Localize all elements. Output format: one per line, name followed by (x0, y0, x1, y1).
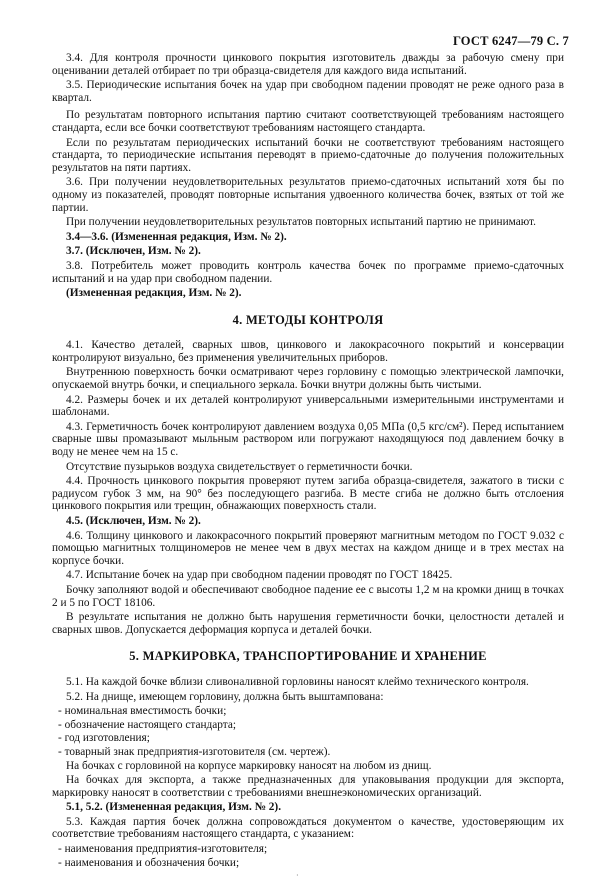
paragraph: Отсутствие пузырьков воздуха свидетельствует о герметичности бочки. (66, 460, 413, 473)
list-item: - год изготовления; (58, 732, 150, 745)
paragraph: 4.2. Размеры бочек и их деталей контролируют универсальными измерительными инструментами и шаблонами. (52, 393, 564, 419)
paragraph: На бочках для экспорта, а также предназначенных для упаковывания продукции для экспорта, маркировку наносят в соответствии с требованиями внешнеэкономических организаций. (52, 774, 564, 799)
amendment-note: 5.1, 5.2. (Измененная редакция, Изм. № 2). (66, 801, 282, 814)
paragraph: 4.7. Испытание бочек на удар при свободном падении проводят по ГОСТ 18425. (66, 569, 453, 582)
paragraph: 4.3. Герметичность бочек контролируют давлением воздуха 0,05 МПа (0,5 кгс/см²). Перед испытанием сварные швы промазывают мыльным раствором или погружают находящуюся под давлением бочку в воду не менее чем на 15 с. (52, 420, 564, 459)
list-item: - товарный знак предприятия-изготовителя (см. чертеж). (58, 745, 331, 758)
paragraph: На бочках с горловиной на корпусе маркировку наносят на любом из днищ. (66, 759, 432, 772)
paragraph: 3.4. Для контроля прочности цинкового покрытия изготовитель дважды за рабочую смену при оценивании деталей отбирает по три образца-свидетеля для каждого вида испытаний. (52, 52, 564, 77)
paragraph: В результате испытания не должно быть нарушения герметичности бочки, целостности деталей и сварных швов. Допускается деформация корпуса и деталей бочки. (52, 611, 564, 636)
paragraph: При получении неудовлетворительных результатов повторных испытаний партию не принимают. (66, 216, 536, 229)
amendment-note: 4.5. (Исключен, Изм. № 2). (66, 515, 201, 527)
section-heading: 5. МАРКИРОВКА, ТРАНСПОРТИРОВАНИЕ И ХРАНЕНИЕ (129, 649, 487, 664)
paragraph: Бочку заполняют водой и обеспечивают свободное падение ее с высоты 1,2 м на кромки днищ в точках 2 и 5 по ГОСТ 18106. (52, 583, 564, 609)
paragraph: 3.5. Периодические испытания бочек на удар при свободном падении проводят не реже одного раза в квартал. (52, 79, 564, 104)
document-body (52, 52, 564, 870)
paragraph: Если по результатам периодических испытаний бочки не соответствуют требованиям настоящего стандарта, то периодические испытания переводят в приемо-сдаточные до получения положительных результатов на пяти партиях. (52, 136, 564, 174)
paragraph: 5.2. На днище, имеющем горловину, должна быть выштампована: (66, 690, 384, 703)
paragraph: 5.1. На каждой бочке вблизи сливоналивной горловины наносят клеймо технического контроля. (66, 675, 529, 688)
list-item: - наименования и обозначения бочки; (58, 856, 240, 869)
amendment-note: (Измененная редакция, Изм. № 2). (66, 287, 242, 300)
paragraph: 3.6. При получении неудовлетворительных результатов приемо-сдаточных испытаний хотя бы по одному из показателей, проводят повторные испытания удвоенного количества бочек, взятых от той же партии. (52, 176, 564, 214)
paragraph: По результатам повторного испытания партию считают соответствующей требованиям настоящего стандарта, если все бочки соответствуют требованиям настоящего стандарта. (52, 109, 564, 134)
section-heading: 4. МЕТОДЫ КОНТРОЛЯ (232, 312, 384, 327)
paragraph: 4.4. Прочность цинкового покрытия проверяют путем загиба образца-свидетеля, зажатого в тиски с радиусом губок 3 мм, на 90° без последующего разгиба. В месте сгиба не должно быть отслоения цинкового покрытия или трещин, обнажающих поверхность стали. (52, 475, 564, 513)
paragraph: 5.3. Каждая партия бочек должна сопровождаться документом о качестве, удостоверяющим их соответствие требованиям настоящего стандарта, с указанием: (52, 815, 564, 841)
paragraph: 3.8. Потребитель может проводить контроль качества бочек по программе приемо-сдаточных испытаний и на удар при свободном падении. (52, 259, 564, 285)
paragraph: Внутреннюю поверхность бочки осматривают через горловину с помощью электрической лампочки, опускаемой внутрь бочки, и специального зеркала. Бочки внутри должны быть чистыми. (52, 366, 564, 392)
footer-mark: · (296, 871, 299, 880)
paragraph: 4.1. Качество деталей, сварных швов, цинкового и лакокрасочного покрытий и консервации контролируют визуально, без применения увеличительных приборов. (52, 339, 564, 364)
list-item: - номинальная вместимость бочки; (58, 705, 227, 718)
amendment-note: 3.4—3.6. (Измененная редакция, Изм. № 2). (66, 230, 287, 243)
list-item: - наименования предприятия-изготовителя; (58, 843, 268, 856)
list-item: - обозначение настоящего стандарта; (58, 718, 236, 731)
page-header: ГОСТ 6247—79 С. 7 (452, 34, 569, 48)
paragraph: 4.6. Толщину цинкового и лакокрасочного покрытий проверяют магнитным методом по ГОСТ 9.032 с помощью магнитных толщиномеров не менее чем в двух местах на каждом днище и в трех местах на корпусе бочки. (52, 529, 564, 567)
amendment-note: 3.7. (Исключен, Изм. № 2). (66, 245, 201, 258)
